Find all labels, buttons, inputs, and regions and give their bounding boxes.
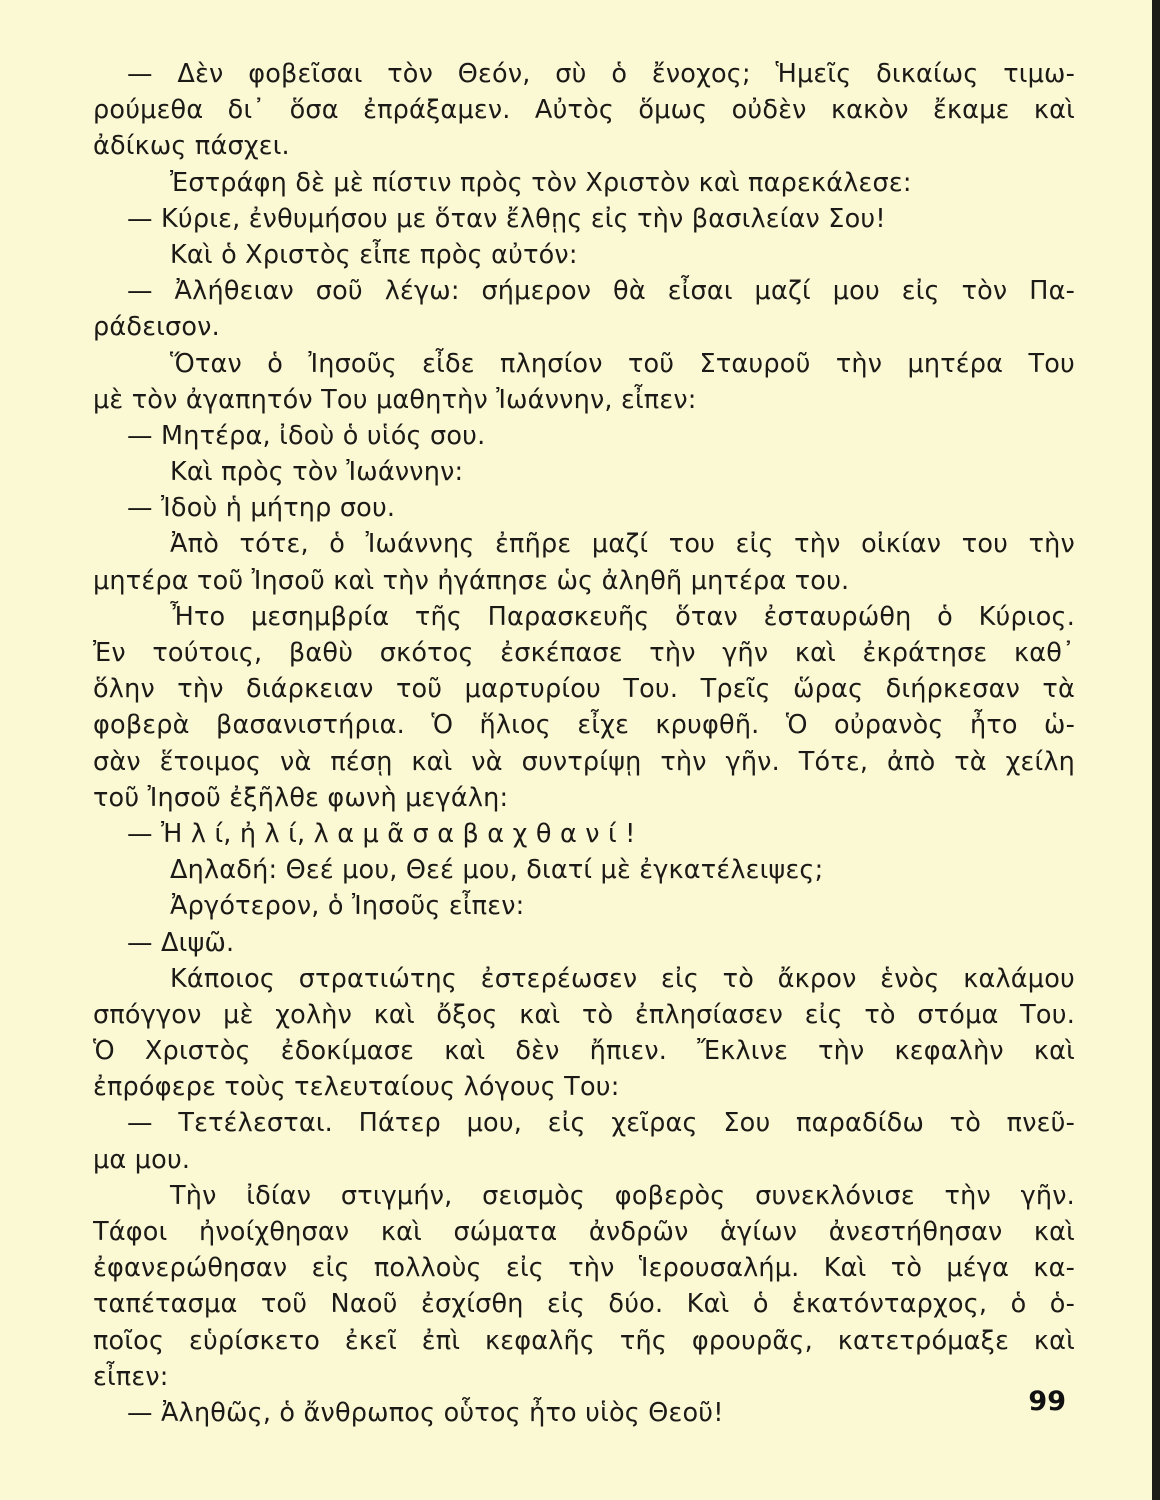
- text-line: Ἐν τούτοις, βαθὺ σκότος ἐσκέπασε τὴν γῆν καὶ ἐκράτησε καθ᾽: [93, 638, 1075, 668]
- text-line: μητέρα τοῦ Ἰησοῦ καὶ τὴν ἠγάπησε ὡς ἀληθῆ μητέρα του.: [93, 565, 850, 596]
- text-line: Κάποιος στρατιώτης ἐστερέωσεν εἰς τὸ ἄκρον ἑνὸς καλάμου: [170, 963, 1075, 994]
- text-line: — Ἀληθῶς, ὁ ἄνθρωπος οὗτος ἦτο υἱὸς Θεοῦ!: [127, 1397, 724, 1428]
- text-line: — Δὲν φοβεῖσαι τὸν Θεόν, σὺ ὁ ἔνοχος; Ἡμεῖς δικαίως τιμω-: [127, 59, 1075, 89]
- body-text: [93, 56, 1075, 1431]
- text-line: ράδεισον.: [93, 312, 220, 343]
- text-line: Καὶ πρὸς τὸν Ἰωάννην:: [170, 457, 464, 488]
- text-line: Δηλαδή: Θεέ μου, Θεέ μου, διατί μὲ ἐγκατέλειψες;: [170, 855, 824, 886]
- text-line: Καὶ ὁ Χριστὸς εἶπε πρὸς αὐτόν:: [170, 239, 578, 270]
- text-line: ἐφανερώθησαν εἰς πολλοὺς εἰς τὴν Ἱερουσαλήμ. Καὶ τὸ μέγα κα-: [93, 1253, 1075, 1284]
- text-line: — Κύριε, ἐνθυμήσου με ὅταν ἔλθῃς εἰς τὴν βασιλείαν Σου!: [127, 203, 886, 234]
- text-line: τοῦ Ἰησοῦ ἐξῆλθε φωνὴ μεγάλη:: [93, 782, 509, 813]
- text-line: — Ἀλήθειαν σοῦ λέγω: σήμερον θὰ εἶσαι μαζί μου εἰς τὸν Πα-: [127, 276, 1075, 307]
- text-line: — Τετέλεσται. Πάτερ μου, εἰς χεῖρας Σου παραδίδω τὸ πνεῦ-: [127, 1108, 1075, 1139]
- text-line: ὅλην τὴν διάρκειαν τοῦ μαρτυρίου Του. Τρεῖς ὥρας διήρκεσαν τὰ: [93, 674, 1075, 705]
- text-line: ρούμεθα δι᾽ ὅσα ἐπράξαμεν. Αὐτὸς ὅμως οὐδὲν κακὸν ἔκαμε καὶ: [93, 95, 1075, 126]
- text-line: ἐπρόφερε τοὺς τελευταίους λόγους Του:: [93, 1072, 620, 1103]
- text-line: — Διψῶ.: [127, 927, 235, 958]
- text-line: φοβερὰ βασανιστήρια. Ὁ ἥλιος εἶχε κρυφθῆ. Ὁ οὐρανὸς ἦτο ὡ-: [93, 710, 1075, 741]
- text-line: Ὅταν ὁ Ἰησοῦς εἶδε πλησίον τοῦ Σταυροῦ τὴν μητέρα Του: [170, 348, 1075, 379]
- text-line: μὲ τὸν ἀγαπητόν Του μαθητὴν Ἰωάννην, εἶπεν:: [93, 384, 697, 415]
- text-line: — Μητέρα, ἰδοὺ ὁ υἱός σου.: [127, 420, 486, 451]
- text-line: Ἐστράφη δὲ μὲ πίστιν πρὸς τὸν Χριστὸν καὶ παρεκάλεσε:: [170, 167, 912, 198]
- text-line: Ἀργότερον, ὁ Ἰησοῦς εἶπεν:: [170, 891, 525, 922]
- page-number: 99: [1028, 1386, 1066, 1417]
- text-line: Ἀπὸ τότε, ὁ Ἰωάννης ἐπῆρε μαζί του εἰς τὴν οἰκίαν του τὴν: [170, 529, 1075, 560]
- text-line: ταπέτασμα τοῦ Ναοῦ ἐσχίσθη εἰς δύο. Καὶ ὁ ἑκατόνταρχος, ὁ ὁ-: [93, 1289, 1075, 1320]
- text-line: σὰν ἕτοιμος νὰ πέσῃ καὶ νὰ συντρίψῃ τὴν γῆν. Τότε, ἀπὸ τὰ χείλη: [93, 746, 1075, 777]
- text-line: — Ἠ λ ί, ἠ λ ί, λ α μ ᾶ σ α β α χ θ α ν ί !: [127, 818, 636, 849]
- text-line: εἶπεν:: [93, 1361, 169, 1392]
- text-line: Τάφοι ἠνοίχθησαν καὶ σώματα ἀνδρῶν ἁγίων ἀνεστήθησαν καὶ: [93, 1217, 1075, 1247]
- text-line: σπόγγον μὲ χολὴν καὶ ὄξος καὶ τὸ ἐπλησίασεν εἰς τὸ στόμα Του.: [93, 999, 1075, 1030]
- text-line: — Ἰδοὺ ἡ μήτηρ σου.: [127, 493, 396, 524]
- text-line: Τὴν ἰδίαν στιγμήν, σεισμὸς φοβερὸς συνεκλόνισε τὴν γῆν.: [170, 1180, 1075, 1211]
- text-line: Ὁ Χριστὸς ἐδοκίμασε καὶ δὲν ἤπιεν. Ἔκλινε τὴν κεφαλὴν καὶ: [93, 1036, 1075, 1067]
- text-line: ποῖος εὑρίσκετο ἐκεῖ ἐπὶ κεφαλῆς τῆς φρουρᾶς, κατετρόμαξε καὶ: [93, 1325, 1075, 1356]
- text-line: Ἦτο μεσημβρία τῆς Παρασκευῆς ὅταν ἐσταυρώθη ὁ Κύριος.: [170, 601, 1075, 632]
- text-line: μα μου.: [93, 1144, 191, 1175]
- text-line: ἀδίκως πάσχει.: [93, 131, 290, 162]
